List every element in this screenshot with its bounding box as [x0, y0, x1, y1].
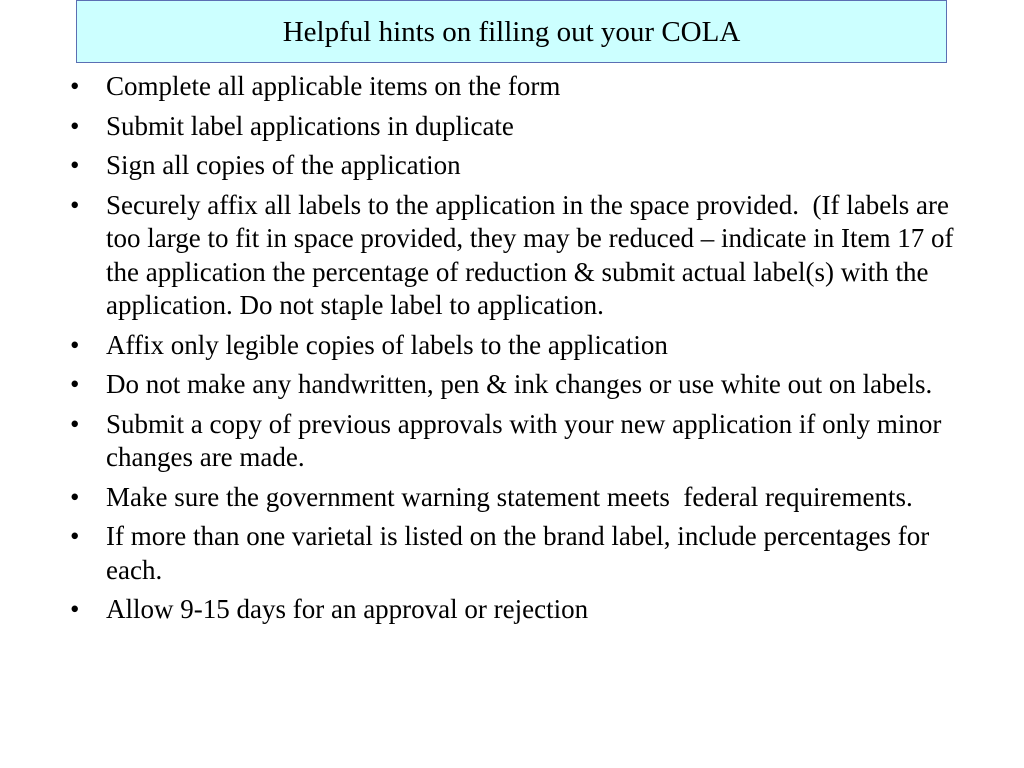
bullet-item: [66, 520, 966, 587]
bullet-item: [66, 408, 966, 475]
bullet-text: Affix only legible copies of labels to the application: [106, 329, 668, 360]
bullet-item: [66, 149, 966, 183]
bullet-icon: •: [70, 481, 80, 512]
bullet-icon: •: [70, 369, 80, 399]
bullet-text: If more than one varietal is listed on the brand label, include percentages for each.: [106, 521, 936, 585]
slide-title: Helpful hints on filling out your COLA: [282, 16, 741, 48]
bullet-icon: •: [70, 329, 80, 360]
bullet-text: Securely affix all labels to the application in the space provided. (If labels are too large to fit in space provided, they may be reduced – indicate in Item 17 of the application the percentage of reduction & submit actual label(s) with the application. Do not staple label to application.: [106, 189, 961, 320]
title-box: [76, 0, 947, 63]
bullet-item: [66, 329, 966, 363]
bullet-icon: •: [70, 408, 80, 439]
bullet-icon: •: [70, 594, 80, 624]
bullet-text: Do not make any handwritten, pen & ink changes or use white out on labels.: [106, 369, 933, 399]
bullet-item: [66, 70, 966, 104]
bullet-text: Complete all applicable items on the form: [106, 71, 561, 101]
bullet-icon: •: [70, 110, 80, 141]
bullet-item: [66, 110, 966, 144]
bullet-item: [66, 368, 966, 402]
bullet-text: Allow 9-15 days for an approval or rejection: [106, 594, 589, 624]
bullet-item: [66, 481, 966, 515]
bullet-icon: •: [70, 189, 80, 220]
bullet-text: Submit label applications in duplicate: [106, 110, 514, 141]
bullet-icon: •: [70, 521, 80, 551]
bullet-text: Sign all copies of the application: [106, 150, 461, 180]
bullet-item: [66, 189, 966, 323]
bullet-item: [66, 593, 966, 627]
bullet-icon: •: [70, 150, 80, 180]
bullet-list: [66, 70, 966, 633]
bullet-text: Submit a copy of previous approvals with your new application if only minor changes are made.: [106, 408, 949, 472]
bullet-icon: •: [70, 71, 80, 101]
bullet-text: Make sure the government warning statement meets federal requirements.: [106, 481, 913, 512]
